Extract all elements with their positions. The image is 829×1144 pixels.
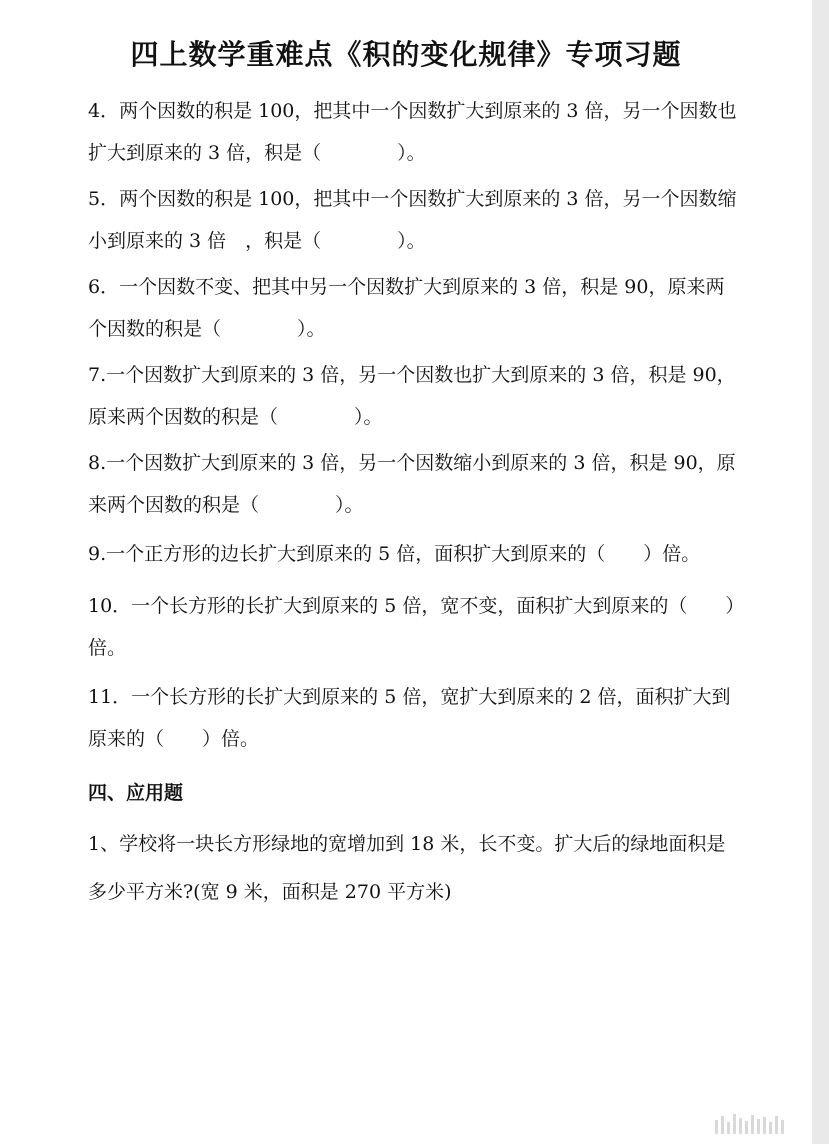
page-title: 四上数学重难点《积的变化规律》专项习题 (130, 38, 682, 71)
question-10-line-1: 10．一个长方形的长扩大到原来的 5 倍，宽不变，面积扩大到原来的（ ） (88, 595, 745, 617)
watermark-bars (715, 1114, 784, 1134)
question-6 (88, 266, 724, 350)
question-8-line-2: 来两个因数的积是（ ）。 (88, 494, 364, 516)
question-11 (88, 676, 731, 760)
watermark-bar (745, 1121, 748, 1134)
question-8 (88, 442, 736, 526)
question-5-line-1: 5．两个因数的积是 100，把其中一个因数扩大到原来的 3 倍，另一个因数缩 (88, 188, 737, 210)
question-6-line-1: 6．一个因数不变、把其中另一个因数扩大到原来的 3 倍，积是 90，原来两 (88, 276, 725, 298)
watermark-bar (739, 1118, 742, 1134)
question-7-line-1: 7.一个因数扩大到原来的 3 倍，另一个因数也扩大到原来的 3 倍，积是 90， (88, 364, 736, 386)
question-10-line-2: 倍。 (88, 637, 127, 659)
question-8-line-1: 8.一个因数扩大到原来的 3 倍，另一个因数缩小到原来的 3 倍，积是 90，原 (88, 452, 736, 474)
watermark-bar (775, 1116, 778, 1134)
page-edge (812, 0, 829, 1144)
question-7-line-2: 原来两个因数的积是（ ）。 (88, 406, 383, 428)
question-5 (88, 178, 737, 262)
question-11-line-1: 11．一个长方形的长扩大到原来的 5 倍，宽扩大到原来的 2 倍，面积扩大到 (88, 686, 731, 708)
section-heading: 四、应用题 (88, 782, 184, 804)
watermark-bar (721, 1116, 724, 1134)
watermark-bar (757, 1119, 760, 1134)
watermark-bar (751, 1115, 754, 1134)
watermark-bar (763, 1117, 766, 1134)
question-4 (88, 90, 737, 174)
question-11-line-2: 原来的（ ）倍。 (88, 728, 260, 750)
watermark-bar (715, 1120, 718, 1134)
question-4-line-2: 扩大到原来的 3 倍，积是（ ）。 (88, 142, 426, 164)
question-7 (88, 354, 736, 438)
question-6-line-2: 个因数的积是（ ）。 (88, 318, 326, 340)
question-9 (88, 533, 700, 575)
question-4-line-1: 4．两个因数的积是 100，把其中一个因数扩大到原来的 3 倍，另一个因数也 (88, 100, 737, 122)
watermark-bar (781, 1120, 784, 1134)
application-question-1-line-1: 1、学校将一块长方形绿地的宽增加到 18 米，长不变。扩大后的绿地面积是 (88, 833, 726, 855)
watermark-bar (733, 1114, 736, 1134)
watermark-bar (727, 1122, 730, 1134)
application-question-1-line-2: 多少平方米?(宽 9 米，面积是 270 平方米) (88, 881, 452, 903)
question-5-line-2: 小到原来的 3 倍 ，积是（ ）。 (88, 230, 426, 252)
watermark-bar (769, 1122, 772, 1134)
question-9-line-1: 9.一个正方形的边长扩大到原来的 5 倍，面积扩大到原来的（ ）倍。 (88, 543, 701, 565)
question-10 (88, 585, 744, 669)
application-question-1 (88, 820, 725, 916)
